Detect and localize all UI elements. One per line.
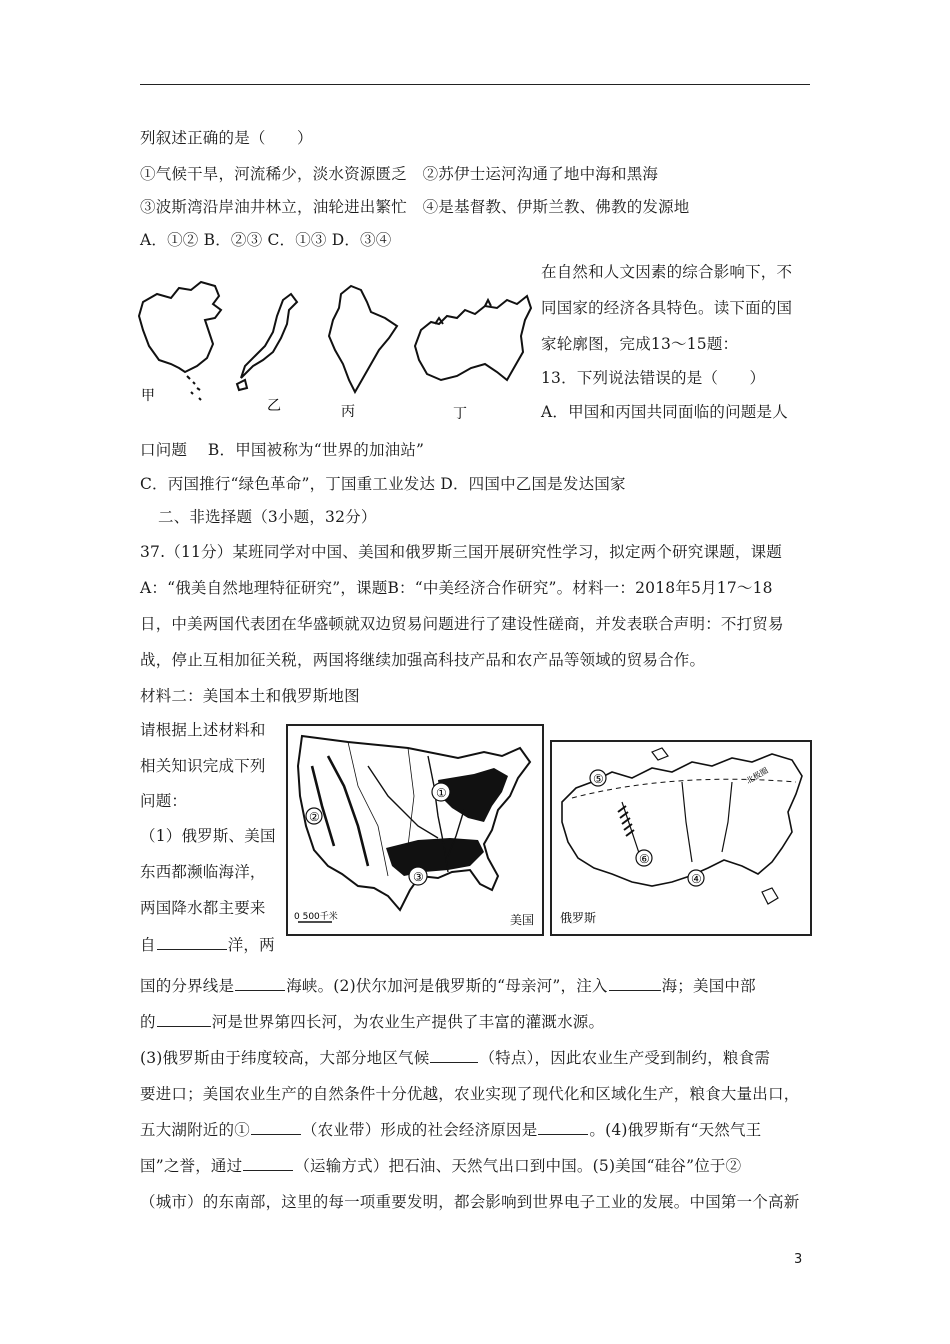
q37-b1c: 海；美国中部	[661, 977, 756, 995]
q37-body-line3	[140, 1048, 770, 1068]
q37-body-line2	[140, 1012, 604, 1032]
marker-4-label: ④	[691, 872, 702, 886]
marker-5-label: ⑤	[593, 772, 604, 786]
answer-blank-belt[interactable]	[251, 1120, 301, 1135]
q37-b1a: 国的分界线是	[140, 977, 235, 995]
q37-body-line1	[140, 976, 756, 996]
q37-line1: 37.（11分）某班同学对中国、美国和俄罗斯三国开展研究性学习，拟定两个研究课题，课题	[140, 543, 782, 561]
russia-arctic-circle	[572, 779, 796, 798]
marker-1-label: ①	[436, 786, 447, 800]
q37-side-line6: 两国降水都主要来	[140, 899, 266, 917]
russia-rivers	[622, 782, 732, 862]
q37-material2: 材料二：美国本土和俄罗斯地图	[140, 687, 360, 705]
q37-side-line1: 请根据上述材料和	[140, 721, 266, 739]
map-label-jia: 甲	[141, 388, 155, 404]
q37-b1b: 海峡。(2)伏尔加河是俄罗斯的“母亲河”，注入	[286, 977, 608, 995]
q37-side-line7	[140, 935, 275, 955]
q13-option-a-part2: 口问题 B．甲国被称为“世界的加油站”	[140, 441, 425, 459]
q12-stem-tail: 列叙述正确的是（ ）	[140, 129, 313, 147]
q37-b3a: (3)俄罗斯由于纬度较高，大部分地区气候	[140, 1049, 430, 1067]
section2-title: 二、非选择题（3小题，32分）	[158, 508, 377, 526]
q13-intro-line2: 同国家的经济各具特色。读下面的国	[541, 299, 793, 317]
answer-blank-reason[interactable]	[538, 1120, 588, 1135]
q37-b3b: （特点），因此农业生产受到制约，粮食需	[479, 1049, 771, 1067]
marker-2-label: ②	[309, 810, 320, 824]
q37-body-line6	[140, 1156, 741, 1176]
russia-arctic-label: 北极圈	[744, 765, 770, 786]
usa-map-label: 美国	[510, 913, 535, 927]
q13-option-a-part1: A．甲国和丙国共同面临的问题是人	[541, 403, 788, 421]
q37-body-line5	[140, 1120, 761, 1140]
answer-blank-river[interactable]	[157, 1012, 211, 1027]
usa-map	[286, 724, 544, 936]
q13-stem: 13．下列说法错误的是（ ）	[541, 369, 766, 387]
map-label-ding: 丁	[453, 406, 467, 422]
q37-line3: 日，中美两国代表团在华盛顿就双边贸易问题进行了建设性磋商，并发表联合声明：不打贸易	[140, 615, 784, 633]
q37-side-line2: 相关知识完成下列	[140, 757, 266, 775]
marker-6-label: ⑥	[639, 852, 650, 866]
usa-scale-text: 0 500千米	[294, 912, 338, 922]
q37-b6b: （运输方式）把石油、天然气出口到中国。(5)美国“硅谷”位于②	[294, 1157, 742, 1175]
header-rule	[140, 84, 810, 85]
answer-blank-sea[interactable]	[609, 976, 661, 991]
japan-outline-map	[237, 294, 297, 390]
q37-side7b: 洋，两	[227, 936, 275, 954]
q37-line4: 战，停止互相加征关税，两国将继续加强高科技产品和农产品等领域的贸易合作。	[140, 651, 706, 669]
russia-ural-mountains	[618, 806, 634, 836]
q37-body-line7: （城市）的东南部，这里的每一项重要发明，都会影响到世界电子工业的发展。中国第一个高新	[140, 1193, 800, 1211]
country-outlines-figure	[135, 280, 535, 430]
q37-side-line3: 问题：	[140, 792, 188, 810]
marker-3-label: ③	[413, 870, 424, 884]
q12-choices: A．①② B．②③ C．①③ D．③④	[140, 231, 392, 249]
q37-b5c: 。(4)俄罗斯有“天然气王	[589, 1121, 762, 1139]
q37-side7a: 自	[140, 936, 156, 954]
india-outline-map	[329, 286, 397, 392]
china-outline-map	[139, 282, 221, 400]
answer-blank-ocean[interactable]	[157, 935, 227, 950]
q37-b2a: 的	[140, 1013, 156, 1031]
russia-map-label: 俄罗斯	[560, 911, 597, 925]
q12-options-line2: ③波斯湾沿岸油井林立，油轮进出繁忙 ④是基督教、伊斯兰教、佛教的发源地	[140, 198, 690, 216]
map-label-bing: 丙	[341, 404, 355, 420]
answer-blank-strait[interactable]	[235, 976, 285, 991]
answer-blank-climate[interactable]	[430, 1048, 478, 1063]
q37-b6a: 国”之誉，通过	[140, 1157, 243, 1175]
q37-body-line4: 要进口；美国农业生产的自然条件十分优越，农业实现了现代化和区域化生产，粮食大量出口，	[140, 1085, 800, 1103]
map-label-yi: 乙	[267, 398, 281, 414]
q37-line2: A：“俄美自然地理特征研究”，课题B：“中美经济合作研究”。材料一：2018年5月17～18	[140, 579, 773, 597]
q12-options-line1: ①气候干旱，河流稀少，淡水资源匮乏 ②苏伊士运河沟通了地中海和黑海	[140, 165, 659, 183]
answer-blank-transport[interactable]	[243, 1156, 293, 1171]
q13-options-cd: C．丙国推行“绿色革命”，丁国重工业发达 D．四国中乙国是发达国家	[140, 475, 626, 493]
q13-intro-line1: 在自然和人文因素的综合影响下，不	[541, 263, 793, 281]
q13-intro-line3: 家轮廓图，完成13～15题：	[541, 335, 739, 353]
russia-map	[550, 740, 812, 936]
q37-side-line4: （1）俄罗斯、美国	[140, 827, 276, 845]
q37-b5a: 五大湖附近的①	[140, 1121, 250, 1139]
q37-side-line5: 东西都濒临海洋，	[140, 863, 266, 881]
page-number: 3	[794, 1252, 803, 1267]
q37-b5b: （农业带）形成的社会经济原因是	[301, 1121, 538, 1139]
russia-outline-map	[415, 296, 531, 380]
q37-b2b: 河是世界第四长河，为农业生产提供了丰富的灌溉水源。	[211, 1013, 605, 1031]
